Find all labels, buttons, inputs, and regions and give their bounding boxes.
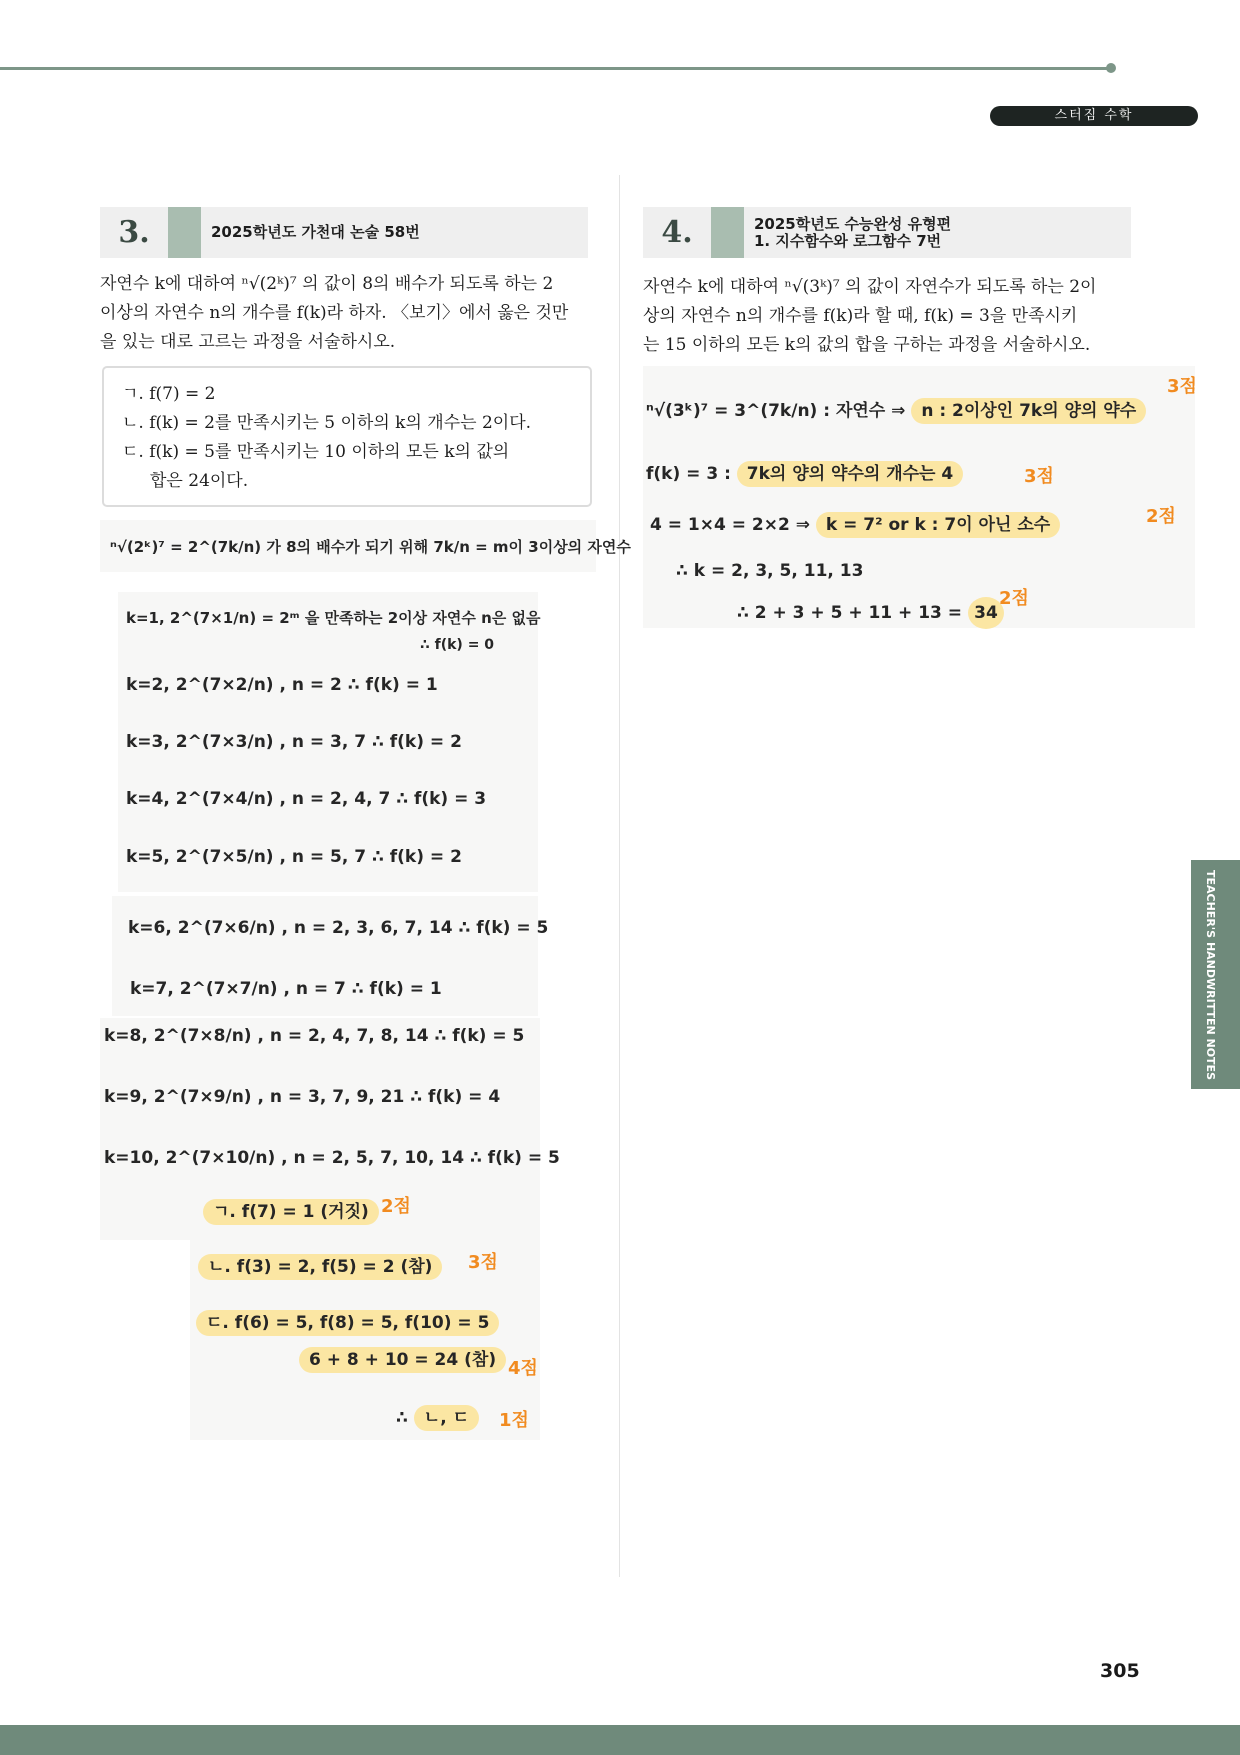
q3-choice-a: ㄱ. f(7) = 2 [122, 384, 216, 404]
q3-solution-intro: ⁿ√(2ᵏ)⁷ = 2^(7k/n) 가 8의 배수가 되기 위해 7k/n = m이 3이상의 자연수 [110, 538, 631, 556]
q3-solution-k5: k=5, 2^(7×5/n) , n = 5, 7 ∴ f(k) = 2 [126, 847, 462, 867]
column-divider [619, 175, 620, 1577]
brand-badge: 스터짐 수학 [990, 106, 1198, 126]
q3-check-a-text: ㄱ. f(7) = 1 (거짓) [203, 1199, 379, 1225]
q4-title [754, 207, 1121, 258]
side-tab-line1: TEACHER'S [1204, 870, 1217, 939]
q3-answer-prefix: ∴ [396, 1408, 408, 1428]
q3-problem [100, 270, 596, 357]
q4-solution-line5 [737, 597, 1004, 629]
q4-line2-left: f(k) = 3 : [646, 464, 731, 484]
q4-line3-points: 2점 [1146, 506, 1176, 527]
q3-solution-k2: k=2, 2^(7×2/n) , n = 2 ∴ f(k) = 1 [126, 675, 438, 695]
q4-solution-line1 [646, 400, 1146, 422]
side-tab-korean: 손글씨 해설 [1201, 1089, 1219, 1171]
q3-solution-k10: k=10, 2^(7×10/n) , n = 2, 5, 7, 10, 14 ∴ f(k) = 5 [104, 1148, 560, 1168]
q4-solution-line3 [650, 514, 1060, 536]
q4-pts-1: 3점 [1167, 376, 1197, 397]
q4-line5-answer: 34 [968, 597, 1004, 629]
q3-choice-c: ㄷ. f(k) = 5를 만족시키는 10 이하의 모든 k의 값의 [122, 442, 510, 462]
q4-line1-left: ⁿ√(3ᵏ)⁷ = 3^(7k/n) : 자연수 ⇒ [646, 401, 906, 421]
q3-check-c [196, 1312, 499, 1334]
q4-problem [643, 273, 1139, 360]
q3-number: 3. [118, 215, 150, 250]
q4-line5-left: ∴ 2 + 3 + 5 + 11 + 13 = [737, 603, 963, 623]
q3-check-b-points: 3점 [468, 1252, 498, 1273]
q3-solution-k6: k=6, 2^(7×6/n) , n = 2, 3, 6, 7, 14 ∴ f(k) = 5 [128, 918, 549, 938]
q4-title-line2: 1. 지수함수와 로그함수 7번 [754, 231, 942, 250]
q3-check-b-text: ㄴ. f(3) = 2, f(5) = 2 (참) [198, 1254, 442, 1280]
q3-problem-line: 이상의 자연수 n의 개수를 f(k)라 하자. 〈보기〉에서 옳은 것만 [100, 303, 569, 323]
q3-solution-k9: k=9, 2^(7×9/n) , n = 3, 7, 9, 21 ∴ f(k) = 4 [104, 1087, 501, 1107]
side-tab-text [1203, 870, 1217, 1170]
q4-problem-line: 는 15 이하의 모든 k의 값의 합을 구하는 과정을 서술하시오. [643, 335, 1091, 355]
q4-header-bar [711, 207, 744, 258]
q3-check-c-text: ㄷ. f(6) = 5, f(8) = 5, f(10) = 5 [196, 1310, 499, 1336]
side-tab-line2: HANDWRITTEN NOTES [1204, 941, 1217, 1080]
bottom-band [0, 1725, 1240, 1755]
q4-solution-line2 [646, 463, 963, 485]
top-rule-dot [1106, 63, 1116, 73]
page-number: 305 [1100, 1660, 1140, 1682]
q4-line1-highlight: n : 2이상인 7k의 양의 약수 [911, 398, 1146, 424]
q3-solution-k1-result: ∴ f(k) = 0 [420, 637, 495, 653]
q3-problem-line: 을 있는 대로 고르는 과정을 서술하시오. [100, 332, 396, 352]
q3-title-text: 2025학년도 가천대 논술 58번 [211, 223, 420, 241]
q4-line2-highlight: 7k의 양의 약수의 개수는 4 [737, 461, 963, 487]
q3-check-c-sum-text: 6 + 8 + 10 = 24 (참) [299, 1347, 506, 1373]
q3-answer [396, 1407, 479, 1429]
q3-check-a [203, 1201, 379, 1223]
q3-check-a-points: 2점 [381, 1196, 411, 1217]
q3-choice-c-cont: 합은 24이다. [150, 471, 249, 491]
q3-check-c-points: 4점 [508, 1358, 538, 1379]
q4-problem-line: 상의 자연수 n의 개수를 f(k)라 할 때, f(k) = 3을 만족시키 [643, 306, 1078, 326]
q4-line5-points: 2점 [999, 588, 1029, 609]
q4-header [643, 207, 1131, 258]
q3-header [100, 207, 588, 258]
q4-line3-left: 4 = 1×4 = 2×2 ⇒ [650, 515, 810, 535]
q3-check-b [198, 1256, 442, 1278]
q3-title [211, 207, 578, 258]
q3-solution-k1: k=1, 2^(7×1/n) = 2ᵐ 을 만족하는 2이상 자연수 n은 없음 [126, 609, 541, 627]
q3-solution-k8: k=8, 2^(7×8/n) , n = 2, 4, 7, 8, 14 ∴ f(k) = 5 [104, 1026, 525, 1046]
q3-check-c-sum [299, 1349, 506, 1371]
q3-choice-b: ㄴ. f(k) = 2를 만족시키는 5 이하의 k의 개수는 2이다. [122, 413, 532, 433]
q4-title-line1: 2025학년도 수능완성 유형편 [754, 214, 952, 233]
q3-answer-text: ㄴ, ㄷ [414, 1405, 479, 1431]
q4-line2-points: 3점 [1024, 466, 1054, 487]
top-rule [0, 67, 1111, 70]
q3-solution-k4: k=4, 2^(7×4/n) , n = 2, 4, 7 ∴ f(k) = 3 [126, 789, 487, 809]
q3-answer-points: 1점 [499, 1410, 529, 1431]
q4-problem-line: 자연수 k에 대하여 ⁿ√(3ᵏ)⁷ 의 값이 자연수가 되도록 하는 2이 [643, 277, 1097, 297]
q3-solution-k3: k=3, 2^(7×3/n) , n = 3, 7 ∴ f(k) = 2 [126, 732, 462, 752]
q3-problem-line: 자연수 k에 대하여 ⁿ√(2ᵏ)⁷ 의 값이 8의 배수가 되도록 하는 2 [100, 274, 554, 294]
q3-choices-box [102, 366, 592, 507]
q4-number: 4. [661, 215, 693, 250]
q4-solution-line4: ∴ k = 2, 3, 5, 11, 13 [676, 561, 864, 581]
q3-header-bar [168, 207, 201, 258]
q4-line3-highlight: k = 7² or k : 7이 아닌 소수 [816, 512, 1060, 538]
q3-solution-k7: k=7, 2^(7×7/n) , n = 7 ∴ f(k) = 1 [130, 979, 442, 999]
